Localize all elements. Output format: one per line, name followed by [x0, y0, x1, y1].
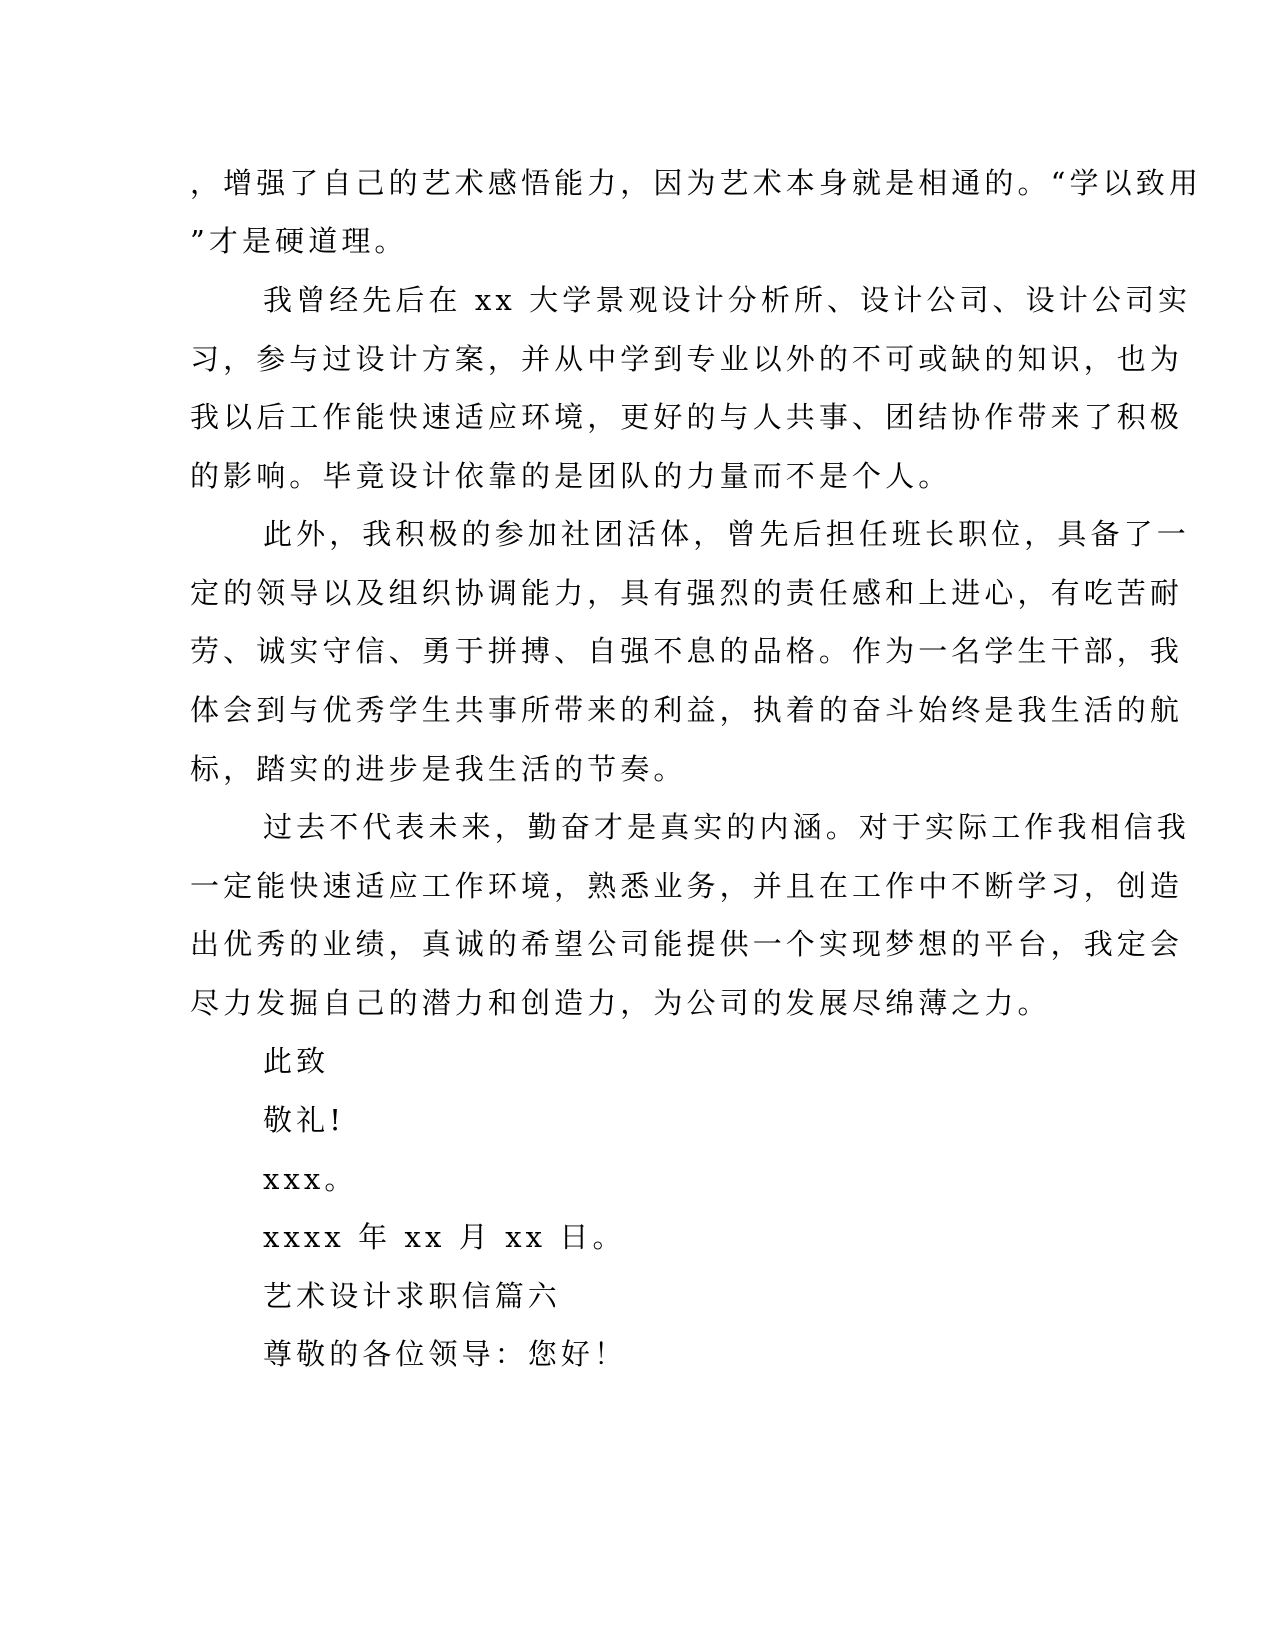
text-line: 标，踏实的进步是我生活的节奏。 [190, 752, 687, 786]
text-line: 习，参与过设计方案，并从中学到专业以外的不可或缺的知识，也为 [190, 342, 1184, 376]
paragraph-start-line: 此外，我积极的参加社团活体，曾先后担任班长职位，具备了一 [263, 517, 1190, 551]
text-line: 的影响。毕竟设计依靠的是团队的力量而不是个人。 [190, 459, 952, 493]
closing-salutation: 此致 [263, 1044, 330, 1078]
text-line: 定的领导以及组织协调能力，具有强烈的责任感和上进心，有吃苦耐 [190, 576, 1184, 610]
text-line: 劳、诚实守信、勇于拼搏、自强不息的品格。作为一名学生干部，我 [190, 634, 1184, 668]
closing-regards: 敬礼! [263, 1103, 345, 1137]
signature-date: xxxx 年 xx 月 xx 日。 [263, 1220, 626, 1254]
text-line: 尽力发掘自己的潜力和创造力，为公司的发展尽绵薄之力。 [190, 986, 1051, 1020]
signature-name: xxx。 [263, 1162, 358, 1196]
paragraph-start-line: 我曾经先后在 xx 大学景观设计分析所、设计公司、设计公司实 [263, 283, 1192, 317]
text-line: ，增强了自己的艺术感悟能力，因为艺术本身就是相通的。“学以致用 [190, 166, 1202, 200]
text-line: 出优秀的业绩，真诚的希望公司能提供一个实现梦想的平台，我定会 [190, 927, 1184, 961]
greeting-line: 尊敬的各位领导：您好！ [263, 1337, 628, 1371]
text-line: 我以后工作能快速适应环境，更好的与人共事、团结协作带来了积极 [190, 400, 1184, 434]
text-line: ”才是硬道理。 [190, 224, 408, 258]
section-heading: 艺术设计求职信篇六 [263, 1279, 561, 1313]
text-line: 一定能快速适应工作环境，熟悉业务，并且在工作中不断学习，创造 [190, 869, 1184, 903]
paragraph-start-line: 过去不代表未来，勤奋才是真实的内涵。对于实际工作我相信我 [263, 810, 1190, 844]
text-line: 体会到与优秀学生共事所带来的利益，执着的奋斗始终是我生活的航 [190, 693, 1184, 727]
